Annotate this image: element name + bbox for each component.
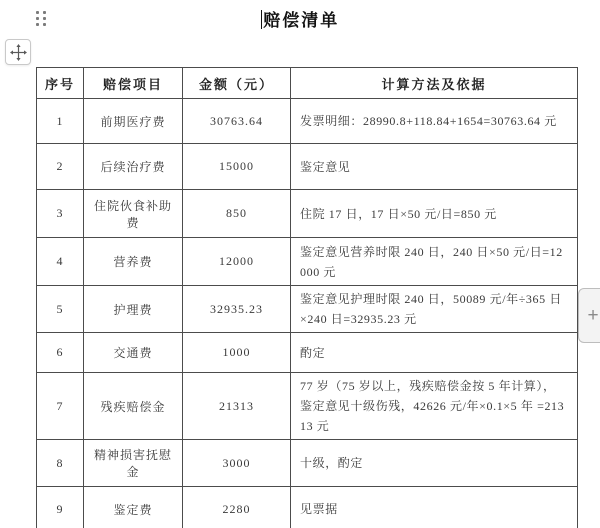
row-method[interactable]: 发票明细：28990.8+118.84+1654=30763.64 元 [291, 99, 578, 144]
row-seq[interactable]: 4 [37, 238, 84, 286]
row-method[interactable]: 鉴定意见营养时限 240 日，240 日×50 元/日=12000 元 [291, 238, 578, 286]
row-seq[interactable]: 9 [37, 487, 84, 528]
header-method[interactable]: 计算方法及依据 [291, 68, 578, 99]
row-method[interactable]: 酌定 [291, 333, 578, 373]
row-item[interactable]: 护理费 [84, 286, 183, 333]
row-amount[interactable]: 12000 [183, 238, 291, 286]
row-amount[interactable]: 30763.64 [183, 99, 291, 144]
compensation-table [36, 67, 578, 528]
table-row [37, 144, 578, 190]
table-row [37, 99, 578, 144]
add-row-button[interactable] [578, 288, 600, 343]
row-method[interactable]: 77 岁（75 岁以上，残疾赔偿金按 5 年计算），鉴定意见十级伤残，42626 元/年×0.1×5 年 =21313 元 [291, 373, 578, 440]
table-move-button[interactable] [5, 39, 31, 65]
row-seq[interactable]: 8 [37, 440, 84, 487]
row-item[interactable]: 交通费 [84, 333, 183, 373]
table-body [37, 99, 578, 528]
row-amount[interactable]: 2280 [183, 487, 291, 528]
header-item[interactable]: 赔偿项目 [84, 68, 183, 99]
drag-dots-icon[interactable] [36, 11, 46, 26]
row-item[interactable]: 鉴定费 [84, 487, 183, 528]
table-row [37, 238, 578, 286]
row-seq[interactable]: 1 [37, 99, 84, 144]
table-row [37, 440, 578, 487]
table-row [37, 487, 578, 528]
compensation-table-container [36, 67, 582, 528]
move-icon [10, 44, 27, 61]
row-method[interactable]: 鉴定意见 [291, 144, 578, 190]
row-item[interactable]: 住院伙食补助费 [84, 190, 183, 238]
row-seq[interactable]: 5 [37, 286, 84, 333]
header-amount[interactable]: 金额（元） [183, 68, 291, 99]
row-item[interactable]: 前期医疗费 [84, 99, 183, 144]
row-amount[interactable]: 1000 [183, 333, 291, 373]
table-row [37, 373, 578, 440]
row-seq[interactable]: 7 [37, 373, 84, 440]
row-amount[interactable]: 15000 [183, 144, 291, 190]
table-row [37, 190, 578, 238]
row-amount[interactable]: 3000 [183, 440, 291, 487]
table-row [37, 333, 578, 373]
row-method[interactable]: 十级，酌定 [291, 440, 578, 487]
row-seq[interactable]: 3 [37, 190, 84, 238]
plus-icon: + [587, 304, 599, 326]
table-header-row [37, 68, 578, 99]
header-seq[interactable]: 序号 [37, 68, 84, 99]
row-item[interactable]: 后续治疗费 [84, 144, 183, 190]
row-seq[interactable]: 2 [37, 144, 84, 190]
row-amount[interactable]: 21313 [183, 373, 291, 440]
row-amount[interactable]: 32935.23 [183, 286, 291, 333]
row-item[interactable]: 营养费 [84, 238, 183, 286]
title-row [0, 6, 600, 31]
row-method[interactable]: 住院 17 日，17 日×50 元/日=850 元 [291, 190, 578, 238]
row-item[interactable]: 精神损害抚慰金 [84, 440, 183, 487]
row-item[interactable]: 残疾赔偿金 [84, 373, 183, 440]
row-method[interactable]: 鉴定意见护理时限 240 日，50089 元/年÷365 日×240 日=32935.23 元 [291, 286, 578, 333]
row-method[interactable]: 见票据 [291, 487, 578, 528]
row-seq[interactable]: 6 [37, 333, 84, 373]
table-row [37, 286, 578, 333]
row-amount[interactable]: 850 [183, 190, 291, 238]
page-title[interactable]: 赔偿清单 [263, 11, 340, 30]
